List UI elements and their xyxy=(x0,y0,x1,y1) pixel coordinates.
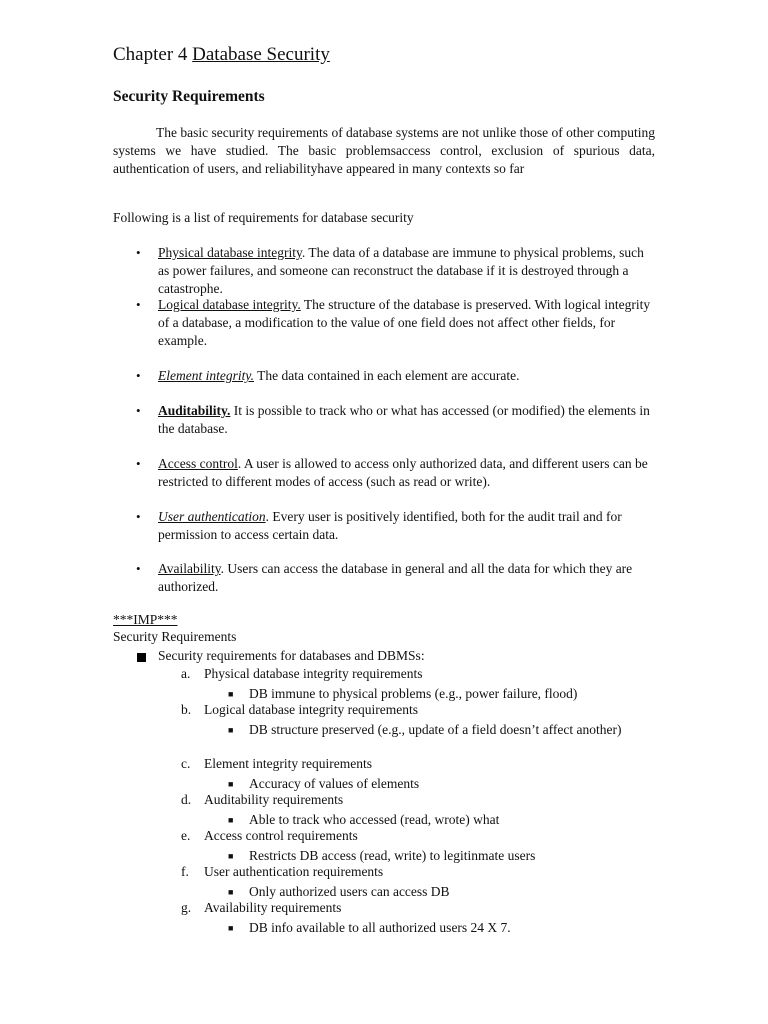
requirement-term: Physical database integrity xyxy=(158,245,302,260)
outline-item-detail: Only authorized users can access DB xyxy=(249,884,450,899)
imp-label: ***IMP*** xyxy=(113,612,178,627)
outline-item-detail: DB immune to physical problems (e.g., power failure, flood) xyxy=(249,686,578,701)
outline-main-item: Security requirements for databases and DBMSs: xyxy=(158,648,425,663)
requirement-item-availability xyxy=(136,560,658,596)
outline-item-label: Physical database integrity requirements xyxy=(204,666,423,681)
outline-item-label: Logical database integrity requirements xyxy=(204,702,419,717)
outline-item-label: Access control requirements xyxy=(204,828,358,843)
outline-item-label: Element integrity requirements xyxy=(204,756,372,771)
small-square-bullet-icon: ■ xyxy=(228,689,234,699)
outline-item-detail: DB structure preserved (e.g., update of a field doesn’t affect another) xyxy=(249,722,622,737)
requirement-text: . A user is allowed to access only authorized data, and different users can be restricted to different modes of access (such as read or write). xyxy=(158,456,648,489)
small-square-bullet-icon: ■ xyxy=(228,887,234,897)
requirement-item-auditability xyxy=(136,402,658,438)
small-square-bullet-icon: ■ xyxy=(228,779,234,789)
outline-letter: c. xyxy=(181,756,191,771)
outline-item-detail: Accuracy of values of elements xyxy=(249,776,420,791)
requirement-text: The structure of the database is preserved. With logical integrity of a database, a modification to the value of one field does not affect other fields, for example. xyxy=(158,297,651,348)
requirement-term: User authentication xyxy=(158,509,266,524)
chapter-heading xyxy=(113,44,330,66)
requirement-item-element xyxy=(136,367,658,385)
requirement-text: . The data of a database are immune to physical problems, such as power failures, and someone can reconstruct the database if it is destroyed through a catastrophe. xyxy=(158,245,644,296)
outline-item-label: User authentication requirements xyxy=(204,864,384,879)
small-square-bullet-icon: ■ xyxy=(228,851,234,861)
chapter-label: Chapter 4 xyxy=(113,44,188,65)
requirement-term: Auditability. xyxy=(158,403,231,418)
requirement-term: Element integrity. xyxy=(158,368,254,383)
intro-paragraph-text: The basic security requirements of database systems are not unlike those of other computing systems we have studied. The basic problemsaccess control, exclusion of spurious data, authentication of users, and reliabilityhave appeared in many contexts so far xyxy=(113,125,655,176)
requirement-item-physical xyxy=(136,244,658,298)
requirement-text: . Every user is positively identified, both for the audit trail and for permission to access certain data. xyxy=(158,509,622,542)
outline-item-label: Availability requirements xyxy=(204,900,342,915)
outline-item-detail: DB info available to all authorized users 24 X 7. xyxy=(249,920,511,935)
requirement-item-user-authentication xyxy=(136,508,658,544)
requirement-term: Logical database integrity. xyxy=(158,297,301,312)
bullet-icon: • xyxy=(136,403,141,418)
bullet-icon: • xyxy=(136,368,141,383)
outline-letter: g. xyxy=(181,900,192,915)
requirement-item-access-control xyxy=(136,455,658,491)
bullet-icon: • xyxy=(136,245,141,260)
chapter-title: Database Security xyxy=(192,44,330,65)
bullet-icon: • xyxy=(136,509,141,524)
bullet-icon: • xyxy=(136,561,141,576)
bullet-icon: • xyxy=(136,297,141,312)
requirement-item-logical xyxy=(136,296,658,350)
requirement-term: Access control xyxy=(158,456,238,471)
requirement-text: The data contained in each element are accurate. xyxy=(253,368,520,383)
outline-letter: e. xyxy=(181,828,191,843)
outline-letter: f. xyxy=(181,864,189,879)
outline-item-detail: Able to track who accessed (read, wrote) what xyxy=(249,812,500,827)
outline-title: Security Requirements xyxy=(113,629,237,644)
requirement-text: It is possible to track who or what has accessed (or modified) the elements in the database. xyxy=(158,403,650,436)
section-title: Security Requirements xyxy=(113,88,265,105)
requirement-text: . Users can access the database in general and all the data for which they are authorized. xyxy=(158,561,633,594)
requirement-term: Availability xyxy=(158,561,221,576)
small-square-bullet-icon: ■ xyxy=(228,725,234,735)
small-square-bullet-icon: ■ xyxy=(228,923,234,933)
outline-item-label: Auditability requirements xyxy=(204,792,344,807)
list-intro: Following is a list of requirements for database security xyxy=(113,210,414,225)
outline-letter: a. xyxy=(181,666,191,681)
bullet-icon: • xyxy=(136,456,141,471)
outline-letter: b. xyxy=(181,702,192,717)
outline-item-detail: Restricts DB access (read, write) to legitinmate users xyxy=(249,848,536,863)
intro-paragraph xyxy=(113,124,655,178)
small-square-bullet-icon: ■ xyxy=(228,815,234,825)
outline-letter: d. xyxy=(181,792,192,807)
square-bullet-icon xyxy=(137,653,146,662)
